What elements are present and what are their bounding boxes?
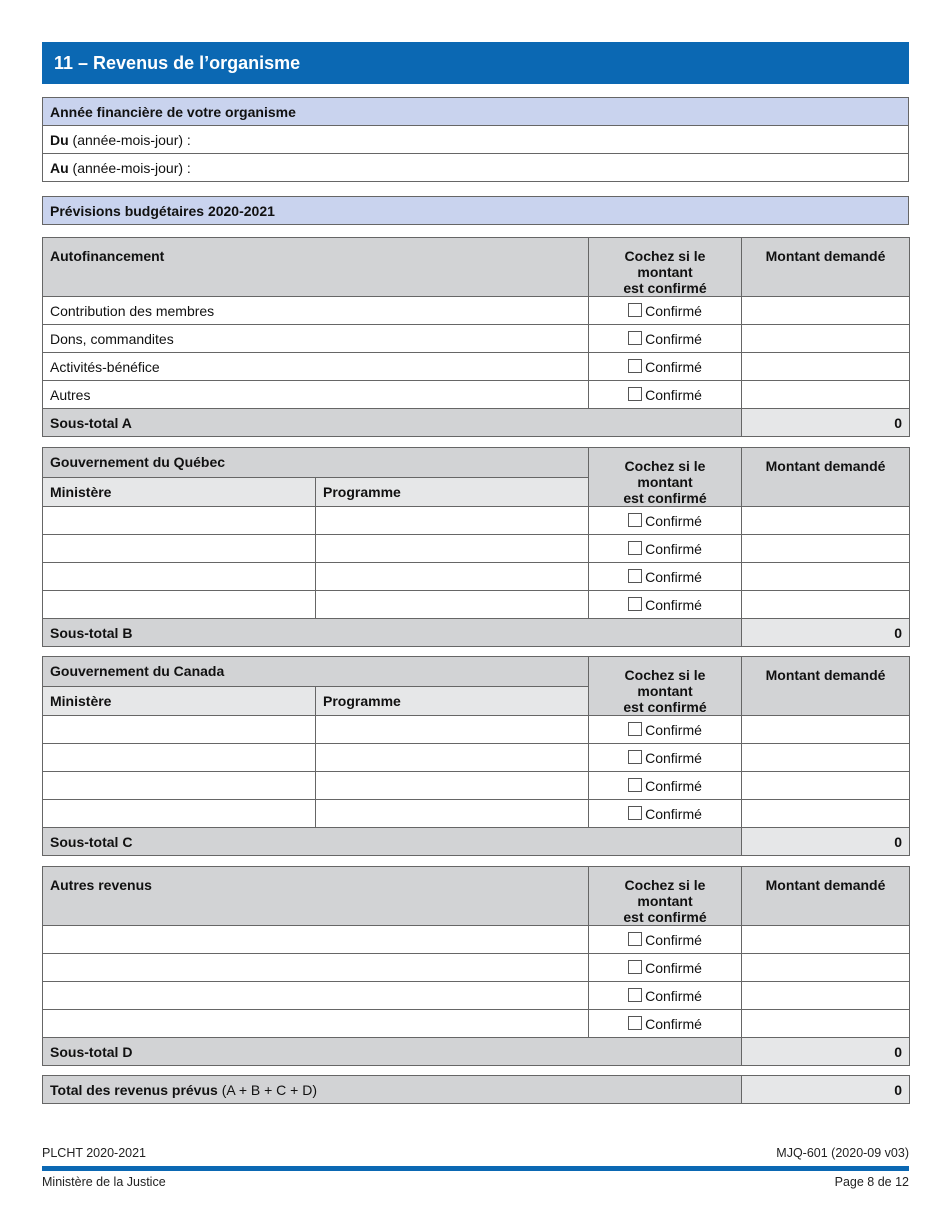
confirm-checkbox[interactable]: Confirmé — [589, 1010, 742, 1038]
footer-page-number: Page 8 de 12 — [834, 1175, 909, 1189]
confirm-checkbox[interactable]: Confirmé — [589, 325, 742, 353]
footer-ministry: Ministère de la Justice — [42, 1175, 166, 1189]
autofinancement-row-label: Contribution des membres — [43, 297, 589, 325]
ministere-input[interactable] — [43, 591, 316, 619]
footer-form-code: MJQ-601 (2020-09 v03) — [776, 1146, 909, 1160]
programme-input[interactable] — [316, 716, 589, 744]
autre-revenu-input[interactable] — [43, 1010, 589, 1038]
confirm-column-header: Cochez si le montant est confirmé — [589, 448, 742, 507]
autofinancement-row-label: Dons, commandites — [43, 325, 589, 353]
fiscal-year-heading: Année financière de votre organisme — [43, 98, 909, 126]
total-label-cell — [43, 1076, 742, 1104]
programme-input[interactable] — [316, 507, 589, 535]
amount-input[interactable] — [742, 325, 910, 353]
amount-input[interactable] — [742, 535, 910, 563]
canada-heading: Gouvernement du Canada — [43, 657, 589, 687]
quebec-heading: Gouvernement du Québec — [43, 448, 589, 478]
programme-input[interactable] — [316, 563, 589, 591]
previsions-table — [42, 196, 909, 225]
amount-input[interactable] — [742, 297, 910, 325]
subtotal-c-label: Sous-total C — [43, 828, 742, 856]
amount-input[interactable] — [742, 353, 910, 381]
fiscal-to-label: Au — [50, 159, 69, 176]
autres-revenus-table — [42, 866, 910, 1066]
confirm-checkbox[interactable]: Confirmé — [589, 716, 742, 744]
autofinancement-row-label: Activités-bénéfice — [43, 353, 589, 381]
fiscal-from-field[interactable] — [43, 126, 909, 154]
footer-divider — [42, 1166, 909, 1171]
subtotal-c-value: 0 — [742, 828, 910, 856]
canada-table — [42, 656, 910, 856]
amount-column-header: Montant demandé — [742, 657, 910, 716]
confirm-checkbox[interactable]: Confirmé — [589, 381, 742, 409]
ministere-input[interactable] — [43, 535, 316, 563]
confirm-checkbox[interactable]: Confirmé — [589, 982, 742, 1010]
subtotal-a-value: 0 — [742, 409, 910, 437]
programme-column-header: Programme — [316, 686, 589, 716]
quebec-table — [42, 447, 910, 647]
amount-input[interactable] — [742, 744, 910, 772]
programme-input[interactable] — [316, 535, 589, 563]
total-label: Total des revenus prévus — [50, 1081, 218, 1098]
subtotal-d-value: 0 — [742, 1038, 910, 1066]
confirm-checkbox[interactable]: Confirmé — [589, 591, 742, 619]
amount-input[interactable] — [742, 381, 910, 409]
autofinancement-heading: Autofinancement — [43, 238, 589, 297]
section-title: 11 – Revenus de l’organisme — [42, 42, 909, 84]
autre-revenu-input[interactable] — [43, 954, 589, 982]
confirm-checkbox[interactable]: Confirmé — [589, 353, 742, 381]
autofinancement-table — [42, 237, 910, 437]
amount-input[interactable] — [742, 1010, 910, 1038]
fiscal-from-label: Du — [50, 131, 69, 148]
confirm-checkbox[interactable]: Confirmé — [589, 926, 742, 954]
ministere-input[interactable] — [43, 507, 316, 535]
amount-input[interactable] — [742, 800, 910, 828]
confirm-checkbox[interactable]: Confirmé — [589, 297, 742, 325]
fiscal-year-table — [42, 97, 909, 182]
autre-revenu-input[interactable] — [43, 926, 589, 954]
amount-input[interactable] — [742, 507, 910, 535]
autofinancement-row-label: Autres — [43, 381, 589, 409]
amount-input[interactable] — [742, 926, 910, 954]
confirm-checkbox[interactable]: Confirmé — [589, 954, 742, 982]
confirm-column-header: Cochez si le montant est confirmé — [589, 238, 742, 297]
ministere-input[interactable] — [43, 716, 316, 744]
fiscal-to-suffix: (année-mois-jour) : — [68, 159, 191, 176]
amount-column-header: Montant demandé — [742, 448, 910, 507]
ministere-input[interactable] — [43, 772, 316, 800]
confirm-checkbox[interactable]: Confirmé — [589, 507, 742, 535]
total-value: 0 — [742, 1076, 910, 1104]
ministere-column-header: Ministère — [43, 477, 316, 507]
programme-input[interactable] — [316, 591, 589, 619]
ministere-column-header: Ministère — [43, 686, 316, 716]
autres-revenus-heading: Autres revenus — [43, 867, 589, 926]
amount-column-header: Montant demandé — [742, 238, 910, 297]
subtotal-b-label: Sous-total B — [43, 619, 742, 647]
confirm-column-header: Cochez si le montant est confirmé — [589, 657, 742, 716]
ministere-input[interactable] — [43, 744, 316, 772]
confirm-column-header: Cochez si le montant est confirmé — [589, 867, 742, 926]
ministere-input[interactable] — [43, 563, 316, 591]
confirm-checkbox[interactable]: Confirmé — [589, 772, 742, 800]
autre-revenu-input[interactable] — [43, 982, 589, 1010]
programme-input[interactable] — [316, 800, 589, 828]
footer-program: PLCHT 2020-2021 — [42, 1146, 147, 1160]
fiscal-to-field[interactable] — [43, 154, 909, 182]
programme-input[interactable] — [316, 744, 589, 772]
subtotal-b-value: 0 — [742, 619, 910, 647]
amount-input[interactable] — [742, 982, 910, 1010]
confirm-checkbox[interactable]: Confirmé — [589, 744, 742, 772]
amount-input[interactable] — [742, 563, 910, 591]
subtotal-a-label: Sous-total A — [43, 409, 742, 437]
ministere-input[interactable] — [43, 800, 316, 828]
fiscal-from-suffix: (année-mois-jour) : — [68, 131, 191, 148]
confirm-checkbox[interactable]: Confirmé — [589, 535, 742, 563]
subtotal-d-label: Sous-total D — [43, 1038, 742, 1066]
previsions-heading: Prévisions budgétaires 2020-2021 — [43, 197, 909, 225]
programme-column-header: Programme — [316, 477, 589, 507]
programme-input[interactable] — [316, 772, 589, 800]
total-table — [42, 1075, 910, 1104]
total-formula: (A + B + C + D) — [217, 1081, 318, 1098]
amount-input[interactable] — [742, 591, 910, 619]
amount-input[interactable] — [742, 772, 910, 800]
amount-input[interactable] — [742, 716, 910, 744]
amount-input[interactable] — [742, 954, 910, 982]
confirm-checkbox[interactable]: Confirmé — [589, 800, 742, 828]
amount-column-header: Montant demandé — [742, 867, 910, 926]
confirm-checkbox[interactable]: Confirmé — [589, 563, 742, 591]
